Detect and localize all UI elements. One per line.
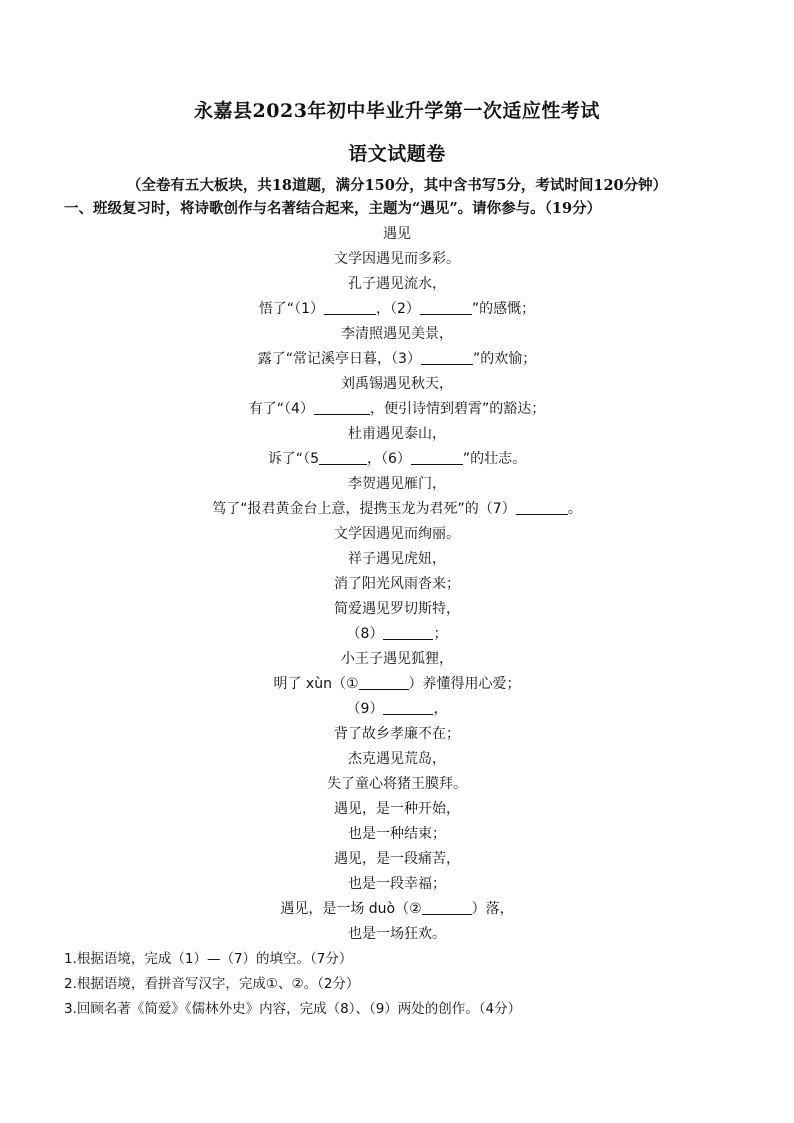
- poem-line: [0, 397, 794, 422]
- poem-line: 文学因遇见而多彩。: [334, 251, 460, 267]
- poem-text: ，（2）: [375, 301, 420, 317]
- poem-line: [0, 297, 794, 322]
- poem-line: 杜甫遇见泰山，: [348, 426, 446, 442]
- blank-2[interactable]: [420, 300, 472, 315]
- poem-line: 消了阳光风雨沓来；: [334, 576, 460, 592]
- blank-5[interactable]: [319, 450, 367, 465]
- poem-line: 遇见，是一种开始，: [334, 801, 460, 817]
- poem-text: ”的壮志。: [462, 451, 527, 467]
- exam-subtitle: 语文试题卷: [348, 143, 446, 165]
- exam-note: （全卷有五大板块，共18道题，满分150分，其中含书写5分，考试时间120分钟）: [126, 177, 668, 194]
- poem-text: ；: [433, 626, 448, 642]
- blank-8[interactable]: [383, 625, 433, 640]
- blank-circle-1[interactable]: [359, 675, 409, 690]
- poem-text: 有了“（4）: [248, 401, 314, 417]
- poem-text: ）落，: [471, 901, 514, 917]
- poem-line: 小王子遇见狐狸，: [341, 651, 453, 667]
- blank-7[interactable]: [516, 500, 568, 515]
- poem-line: [0, 897, 794, 922]
- poem-text: ，便引诗情到碧霄”的豁达；: [369, 401, 546, 417]
- poem-line: 也是一段幸福；: [348, 876, 446, 892]
- exam-title: 永嘉县2023年初中毕业升学第一次适应性考试: [194, 100, 600, 122]
- poem-text: 笃了“报君黄金台上意，提携玉龙为君死”的（7）: [212, 501, 516, 517]
- poem-line: 孔子遇见流水，: [348, 276, 446, 292]
- blank-1[interactable]: [324, 300, 376, 315]
- blank-4[interactable]: [314, 400, 370, 415]
- poem-line: [0, 447, 794, 472]
- poem-text: （8）: [346, 626, 384, 642]
- poem-line: [0, 622, 794, 647]
- poem: [0, 222, 794, 947]
- poem-line: 简爱遇见罗切斯特，: [334, 601, 460, 617]
- poem-line: [0, 347, 794, 372]
- poem-text: ”的感慨；: [471, 301, 536, 317]
- question-2: 2.根据语境，看拼音写汉字，完成①、②。（2分）: [64, 976, 360, 992]
- poem-line: 文学因遇见而绚丽。: [334, 526, 460, 542]
- poem-text: ，（6）: [366, 451, 411, 467]
- question-3: 3.回顾名著《简爱》《儒林外史》内容，完成（8）、（9）两处的创作。（4分）: [64, 1001, 522, 1017]
- poem-line: 杰克遇见荒岛，: [348, 751, 446, 767]
- poem-line: [0, 497, 794, 522]
- blank-9[interactable]: [383, 700, 433, 715]
- poem-text: ）养懂得用心爱；: [408, 676, 521, 692]
- poem-text: ，: [433, 701, 448, 717]
- blank-6[interactable]: [411, 450, 463, 465]
- poem-line: [0, 672, 794, 697]
- poem-text: 明了 xùn（①: [273, 676, 359, 692]
- poem-text: 诉了“（5: [267, 451, 319, 467]
- poem-text: 遇见，是一场 duò（②: [280, 901, 422, 917]
- poem-line: 背了故乡孝廉不在；: [334, 726, 460, 742]
- poem-line: 祥子遇见虎妞，: [348, 551, 446, 567]
- poem-line: 也是一种结束；: [348, 826, 446, 842]
- poem-line: 刘禹锡遇见秋天，: [341, 376, 453, 392]
- poem-line: [0, 697, 794, 722]
- blank-3[interactable]: [421, 350, 473, 365]
- question-1: 1.根据语境，完成（1）—（7）的填空。（7分）: [64, 951, 353, 967]
- poem-text: 悟了“（1）: [258, 301, 324, 317]
- poem-text: 露了“常记溪亭日暮，（3）: [257, 351, 421, 367]
- blank-circle-2[interactable]: [422, 900, 472, 915]
- poem-line: 李贺遇见雁门，: [348, 476, 446, 492]
- poem-line: 也是一场狂欢。: [348, 926, 446, 942]
- poem-line: 李清照遇见美景，: [341, 326, 453, 342]
- poem-text: ”的欢愉；: [472, 351, 537, 367]
- section-heading: 一、班级复习时，将诗歌创作与名著结合起来，主题为“遇见”。请你参与。（19分）: [64, 200, 602, 217]
- poem-text: 。: [567, 501, 582, 517]
- poem-text: （9）: [346, 701, 384, 717]
- poem-title: 遇见: [383, 226, 411, 242]
- poem-line: 失了童心将猪王膜拜。: [327, 776, 467, 792]
- poem-line: 遇见，是一段痛苦，: [334, 851, 460, 867]
